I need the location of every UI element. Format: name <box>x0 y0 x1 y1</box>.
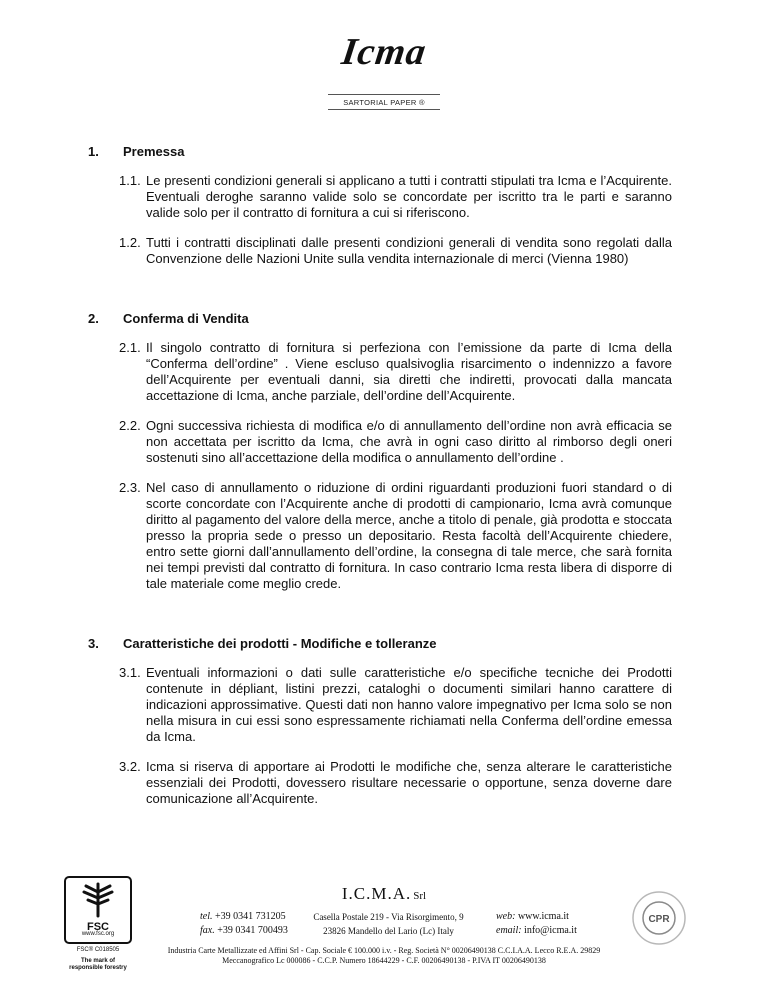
legal-line-2: Meccanografico Lc 000086 - C.C.P. Numero 18644229 - C.F. 00206490138 - P.IVA IT 00206490138 <box>222 956 546 965</box>
phone-block <box>200 910 288 938</box>
clause-text: Nel caso di annullamento o riduzione di ordini riguardanti produzioni fuori standard o di scorte concordate con l’Acquirente anche di prodotti di campionario, Icma avrà comunque diritto al pagamento del valore della merce, anche a titolo di penale, già prodotta e stoccata presso la propria sede o presso un depositario. Resta facoltà dell’Acquirente chiedere, entro sette giorni dall’annullamento dell’ordine, la consegna di tale merce, che sarà fornita nei tempi previsti dal contratto di fornitura. In caso contrario Icma resta libera di disporre di tale materiale come meglio crede. <box>146 480 672 591</box>
icma-logo: Icma <box>338 31 430 73</box>
clause-text: Icma si riserva di apportare ai Prodotti le modifiche che, senza alterare le caratteristiche essenziali dei Prodotti, dovessero risultare necessarie o opportune, senza doverne dare comunicazione all’Acquirente. <box>146 759 672 806</box>
fsc-site: www.fsc.org <box>81 931 115 937</box>
section-heading <box>88 636 672 651</box>
section-heading <box>88 144 672 159</box>
address-block <box>306 910 471 938</box>
section-number: 3. <box>88 636 99 651</box>
letterhead <box>0 30 768 110</box>
fax-number: +39 0341 700493 <box>217 925 288 936</box>
clause <box>119 480 672 592</box>
logo-subtitle: SARTORIAL PAPER ® <box>328 94 440 110</box>
clause-number: 3.1. <box>119 665 141 680</box>
section-number: 1. <box>88 144 99 159</box>
fsc-license: FSC® C018505 <box>76 947 120 953</box>
web-block <box>496 910 577 938</box>
address-line-2: 23826 Mandello del Lario (Lc) Italy <box>323 926 454 936</box>
section-heading <box>88 311 672 326</box>
fsc-mark-line-2: responsible forestry <box>69 965 127 971</box>
address-line-1: Casella Postale 219 - Via Risorgimento, 9 <box>313 912 464 922</box>
section-premessa <box>90 144 672 267</box>
cpr-label: CPR <box>648 914 670 925</box>
letterhead-footer <box>0 870 768 994</box>
fax-label: fax. <box>200 925 215 936</box>
clause <box>119 235 672 267</box>
fsc-mark-line-1: The mark of <box>80 958 115 964</box>
email-link[interactable]: info@icma.it <box>524 925 577 936</box>
web-link[interactable]: www.icma.it <box>517 911 569 922</box>
clause-number: 2.1. <box>119 340 141 355</box>
clause <box>119 759 672 807</box>
document-body <box>90 144 672 833</box>
clause-number: 3.2. <box>119 759 141 774</box>
clause-text: Ogni successiva richiesta di modifica e/o di annullamento dell’ordine non avrà efficacia se non accettata per iscritto da Icma, che avrà in ogni caso diritto al rimborso degli oneri sostenuti sino all’accettazione della modifica o annullamento dell’ordine . <box>146 418 672 465</box>
clause-text: Eventuali informazioni o dati sulle caratteristiche e/o specifiche tecniche dei Prodotti contenute in dépliant, listini prezzi, cataloghi o documenti similari hanno carattere di indicazioni approssimative. Questi dati non hanno valore impegnativo per Icma solo se non nella misura in cui essi sono espressamente richiamati nella Conferma dell’ordine emessa da Icma. <box>146 665 672 744</box>
clause <box>119 173 672 221</box>
fsc-label: FSC <box>87 921 109 933</box>
section-caratteristiche <box>90 636 672 807</box>
section-title: Caratteristiche dei prodotti - Modifiche e tolleranze <box>123 636 437 651</box>
clause-number: 2.3. <box>119 480 141 495</box>
clause <box>119 665 672 745</box>
tel-number: +39 0341 731205 <box>215 911 286 922</box>
section-number: 2. <box>88 311 99 326</box>
cpr-seal-icon <box>631 890 687 946</box>
clause-text: Le presenti condizioni generali si applicano a tutti i contratti stipulati tra Icma e l’Acquirente. Eventuali deroghe saranno valide solo se concordate per iscritto tra le parti e saranno valide solo per il contratto di fornitura a cui si riferiscono. <box>146 173 672 220</box>
company-suffix: Srl <box>413 890 427 902</box>
legal-line-1: Industria Carte Metallizzate ed Affini Srl - Cap. Sociale € 100.000 i.v. - Reg. Società N° 00206490138 C.C.I.A.A. Lecco R.E.A. 29829 <box>167 946 601 955</box>
section-title: Premessa <box>123 144 185 159</box>
clause <box>119 418 672 466</box>
tel-label: tel. <box>200 911 213 922</box>
section-title: Conferma di Vendita <box>123 311 249 326</box>
clause-text: Tutti i contratti disciplinati dalle presenti condizioni generali di vendita sono regolati dalla Convenzione delle Nazioni Unite sulla vendita internazionale di merci (Vienna 1980) <box>146 235 672 266</box>
email-label: email: <box>496 925 522 936</box>
clause-number: 2.2. <box>119 418 141 433</box>
company-name-text: I.C.M.A. <box>341 884 412 903</box>
clause-text: Il singolo contratto di fornitura si perfeziona con l’emissione da parte di Icma della “Conferma dell’ordine” . Viene escluso qualsivoglia risarcimento o indennizzo a favore dell’Acquirente per eventuali danni, sia diretti che indiretti, provocati dalla mancata accettazione di Icma, anche parziale, dell’ordine dell’Acquirente. <box>146 340 672 403</box>
clause <box>119 340 672 404</box>
section-conferma-di-vendita <box>90 311 672 592</box>
legal-info <box>0 946 768 966</box>
web-label: web: <box>496 911 516 922</box>
clause-number: 1.1. <box>119 173 141 188</box>
clause-number: 1.2. <box>119 235 141 250</box>
